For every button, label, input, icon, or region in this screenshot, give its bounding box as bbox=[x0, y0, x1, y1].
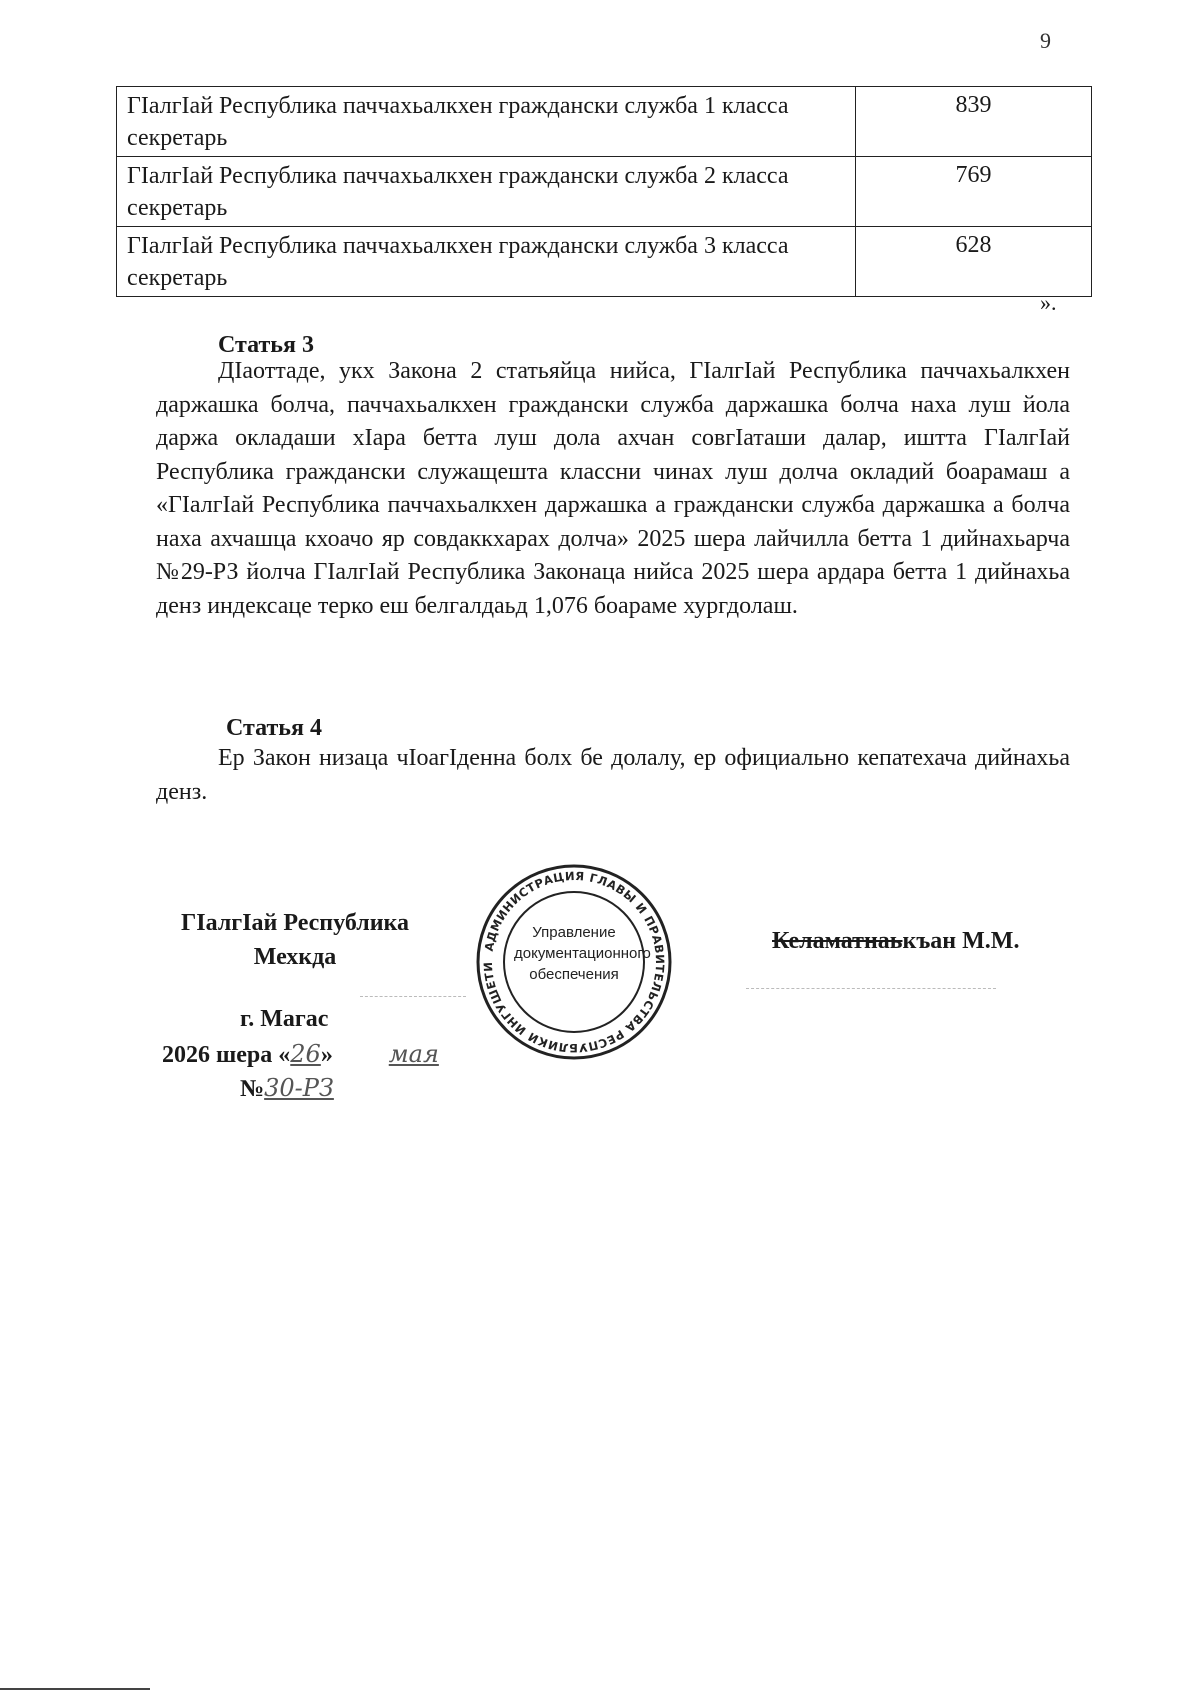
signatory-title bbox=[158, 906, 432, 974]
signature-dash-left bbox=[360, 996, 466, 997]
date-prefix: 2026 шера « bbox=[162, 1042, 291, 1068]
seal-line: Управление bbox=[532, 924, 616, 941]
signer-name-struck: Келаматнаь bbox=[772, 928, 903, 954]
signer-name bbox=[772, 928, 1019, 955]
article-3-text: ДӀаоттаде, укх Закона 2 статьяйца нийса, ГӀалгӀай Республика паччахьалкхен даржашка болча, паччахьалкхен граждански служба даржашка болча наха луш йола даржа окладаши хӀара бетта луш дола ахчан совгӀаташи далар, иштта ГӀалгӀай Республика граждански служащешта классни чинах луш долча окладий боарамаш а «ГӀалгӀай Республика паччахьалкхен даржашка а граждански служба даржашка а болча наха ахчашца кхоачо яр совдаккхарах долча» 2025 шера лайчилла бетта 1 дийнахьарча №29-РЗ йолча ГӀалгӀай Республика Законаца нийса 2025 шера ардара бетта 1 дийнахьа денз индексаце терко еш белгалдаьд 1,076 боараме хургдолаш. bbox=[156, 358, 1070, 619]
article-4-text: Ер Закон низаца чӀоагӀденна болх бе долалу, ер официально кепатехача дийнахьа денз. bbox=[156, 745, 1070, 805]
table-row bbox=[117, 157, 1092, 227]
article-3-heading: Статья 3 bbox=[218, 332, 314, 358]
signer-name-rest: къан М.М. bbox=[902, 928, 1020, 954]
date-mid: » bbox=[320, 1042, 333, 1068]
position-cell: ГӀалгӀай Республика паччахьалкхен граждански служба 2 класса секретарь bbox=[117, 157, 856, 227]
page-number: 9 bbox=[1040, 28, 1051, 53]
place-of-signing: г. Магас bbox=[240, 1006, 329, 1032]
table-row bbox=[117, 87, 1092, 157]
amount-cell: 839 bbox=[856, 87, 1092, 157]
law-number-handwritten: 30-РЗ bbox=[264, 1074, 334, 1102]
date-day-handwritten: 26 bbox=[290, 1040, 321, 1068]
amount-cell: 769 bbox=[856, 157, 1092, 227]
signatory-role: Мехкда bbox=[253, 944, 337, 970]
article-4-heading: Статья 4 bbox=[226, 715, 322, 741]
seal-line: документационного bbox=[514, 945, 651, 962]
official-seal bbox=[474, 862, 674, 1062]
seal-line: обеспечения bbox=[529, 966, 619, 983]
position-cell: ГӀалгӀай Республика паччахьалкхен граждански служба 1 класса секретарь bbox=[117, 87, 856, 157]
salary-table bbox=[116, 86, 1092, 297]
svg-text:АДМИНИСТРАЦИЯ ГЛАВЫ И ПРАВИТЕЛ: АДМИНИСТРАЦИЯ ГЛАВЫ И ПРАВИТЕЛЬСТВА РЕСПУБЛИКИ ИНГУШЕТИ bbox=[480, 868, 668, 1056]
bottom-edge-rule bbox=[0, 1688, 150, 1690]
table-row bbox=[117, 227, 1092, 297]
amount-cell: 628 bbox=[856, 227, 1092, 297]
signature-dash-right bbox=[746, 988, 996, 989]
signatory-org: ГӀалгӀай Республика bbox=[181, 910, 409, 936]
date-month-handwritten: мая bbox=[388, 1040, 439, 1068]
closing-quote: ». bbox=[1040, 290, 1057, 315]
number-prefix: № bbox=[240, 1076, 265, 1102]
law-number bbox=[240, 1074, 334, 1103]
seal-center-text bbox=[514, 922, 651, 985]
signing-date bbox=[162, 1040, 489, 1069]
position-cell: ГӀалгӀай Республика паччахьалкхен граждански служба 3 класса секретарь bbox=[117, 227, 856, 297]
